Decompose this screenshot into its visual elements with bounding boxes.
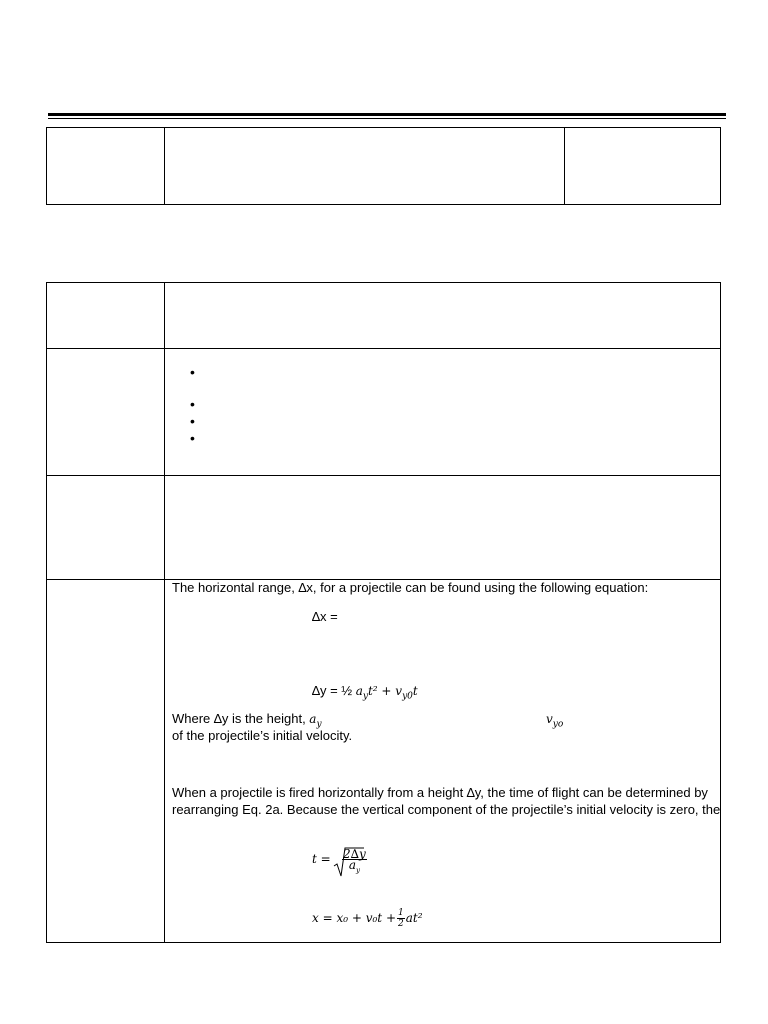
header-rule-thick: [48, 113, 726, 116]
equation-delta-y-t: t: [412, 684, 418, 698]
equation-position-left: x = x₀ + v₀t +: [312, 910, 396, 925]
header-table-divider-2: [564, 127, 565, 205]
main-table-row-divider-2: [46, 475, 721, 476]
equation-delta-y-v-sub: y0: [402, 691, 413, 702]
time-fraction-den-sub: y: [355, 866, 360, 875]
time-fraction: [342, 849, 367, 875]
equation-delta-x: ∆x =: [312, 609, 338, 624]
bullet-1: •: [190, 364, 195, 380]
header-rule-thin: [48, 118, 726, 119]
equation-delta-y-rest: t² + v: [367, 684, 403, 698]
header-table-divider-1: [164, 127, 165, 205]
half-fraction-numerator: 1: [398, 907, 404, 918]
equation-position-right: at²: [405, 910, 423, 925]
where-v-sub: yo: [552, 719, 564, 730]
where-text: Where ∆y is the height,: [172, 711, 310, 726]
where-line-2: of the projectile’s initial velocity.: [172, 728, 353, 743]
equation-delta-y-a-sub: y: [362, 691, 368, 702]
half-fraction-denominator: 2: [398, 918, 404, 929]
time-fraction-den-a: a: [348, 858, 356, 872]
main-table: [46, 282, 721, 943]
where-a: a: [309, 712, 317, 726]
equation-position: [312, 906, 423, 930]
equation-time-left: t =: [312, 852, 331, 866]
header-table: [46, 127, 721, 205]
equation-delta-y: [312, 682, 418, 706]
paragraph-2-line-1: When a projectile is fired horizontally from a height ∆y, the time of flight can be determined by: [172, 785, 708, 800]
time-fraction-denominator: [349, 860, 360, 875]
equation-delta-y-a: a: [355, 684, 363, 698]
equation-time-of-flight: [312, 846, 372, 878]
bullet-2: •: [190, 396, 195, 412]
bullet-3: •: [190, 413, 195, 429]
half-fraction: [397, 908, 405, 929]
where-a-sub: y: [316, 719, 322, 730]
time-fraction-numerator: 2∆y: [343, 847, 366, 861]
bullet-4: •: [190, 430, 195, 446]
paragraph-2-line-2: rearranging Eq. 2a. Because the vertical component of the projectile’s initial velocity is zero, the: [172, 802, 721, 817]
theory-intro: The horizontal range, ∆x, for a projectile can be found using the following equation:: [172, 580, 649, 595]
equation-delta-y-left: ∆y = ½: [312, 683, 356, 698]
main-table-column-divider: [164, 282, 165, 943]
main-table-row-divider-1: [46, 348, 721, 349]
where-velocity: [546, 710, 563, 734]
where-v: v: [546, 712, 553, 726]
